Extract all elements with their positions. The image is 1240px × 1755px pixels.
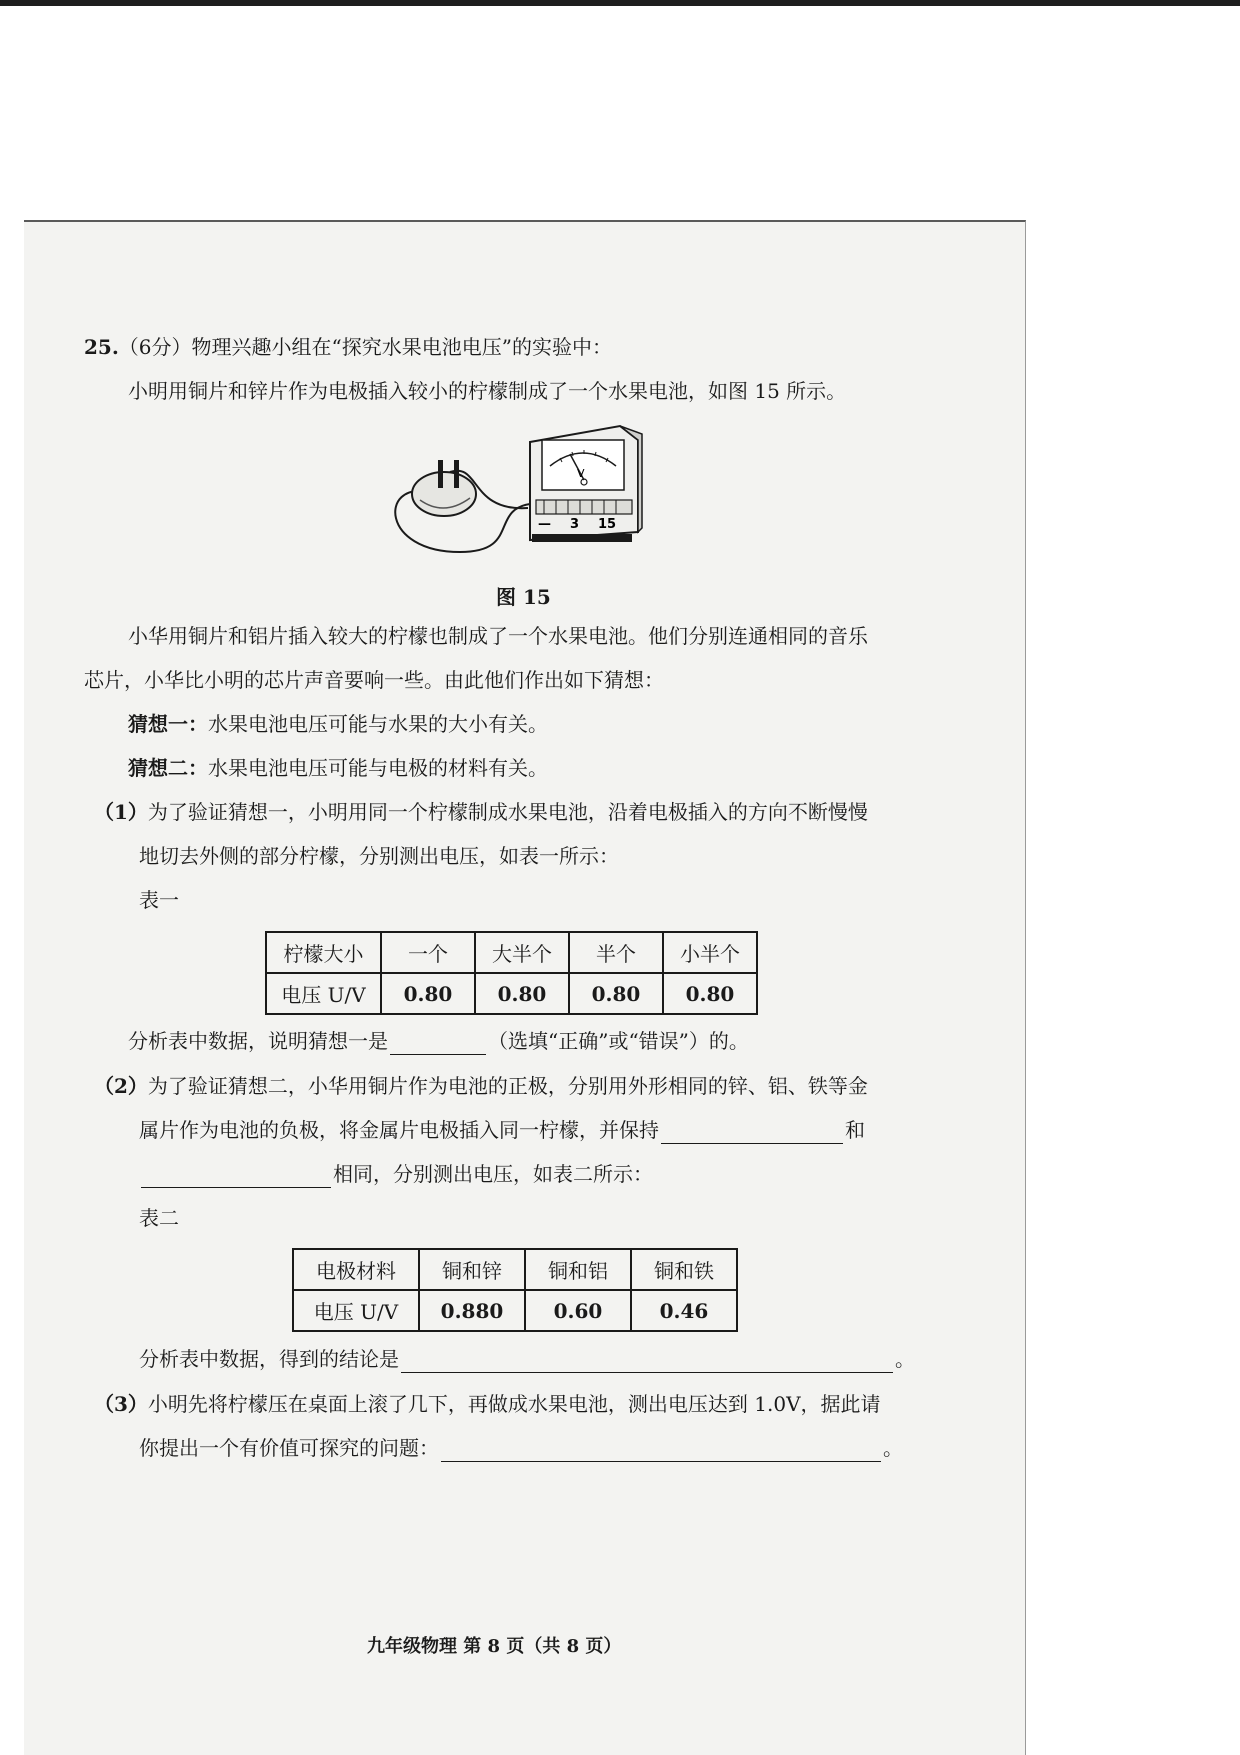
meter-v-label: V	[577, 467, 585, 480]
part-2-analysis	[139, 1345, 915, 1373]
part-2-text-3: 相同，分别测出电压，如表二所示：	[333, 1162, 653, 1186]
paragraph-2-line-2: 芯片，小华比小明的芯片声音要响一些。由此他们作出如下猜想：	[84, 668, 664, 692]
table-1-header-cell: 大半个	[475, 932, 569, 973]
terminal-negative-label: —	[538, 517, 551, 532]
copper-electrode	[438, 460, 443, 488]
voltmeter-dial	[542, 440, 624, 490]
part-2-line-3	[139, 1160, 653, 1188]
table-1-data-row	[266, 973, 757, 1014]
table-1-header-cell: 半个	[569, 932, 663, 973]
table-1-value-cell: 0.80	[663, 973, 757, 1014]
table-1-header-cell: 一个	[381, 932, 475, 973]
table-1-value-cell: 0.80	[475, 973, 569, 1014]
paragraph-2-line-1: 小华用铜片和铝片插入较大的柠檬也制成了一个水果电池。他们分别连通相同的音乐	[128, 624, 868, 648]
figure-caption: 图 15	[496, 585, 551, 609]
table-1-header-cell: 柠檬大小	[266, 932, 381, 973]
zinc-electrode	[454, 460, 459, 488]
part-3-line-2	[139, 1434, 903, 1462]
table-2-row-label: 电压 U/V	[293, 1290, 419, 1331]
paragraph-1: 小明用铜片和锌片作为电极插入较小的柠檬制成了一个水果电池，如图 15 所示。	[128, 379, 847, 403]
part-2-label: （2）	[94, 1074, 148, 1098]
table-1	[265, 931, 758, 1015]
part-1-line-2: 地切去外侧的部分柠檬，分别测出电压，如表一所示：	[139, 844, 619, 868]
part-3-label: （3）	[94, 1392, 148, 1416]
table-2-data-row	[293, 1290, 737, 1331]
guess-2-label: 猜想二：	[128, 756, 208, 780]
part-2-line-1	[94, 1072, 868, 1100]
table-1-value-cell: 0.80	[569, 973, 663, 1014]
table-2-value-cell: 0.880	[419, 1290, 525, 1331]
scan-top-edge	[0, 0, 1240, 6]
part-2-line-2	[139, 1116, 865, 1144]
part-2-analysis-text: 分析表中数据，得到的结论是	[139, 1347, 399, 1371]
terminal-15-label: 15	[598, 517, 617, 532]
guess-1-label: 猜想一：	[128, 712, 208, 736]
guess-2-text: 水果电池电压可能与电极的材料有关。	[208, 756, 548, 780]
table-1-row-label: 电压 U/V	[266, 973, 381, 1014]
table-2-header-cell: 铜和锌	[419, 1249, 525, 1290]
part-3-text-2: 你提出一个有价值可探究的问题：	[139, 1436, 439, 1460]
guess-1-text: 水果电池电压可能与水果的大小有关。	[208, 712, 548, 736]
part-1-analysis-suffix: （选填“正确”或“错误”）的。	[488, 1029, 749, 1053]
table-1-header-cell: 小半个	[663, 932, 757, 973]
part-2-conclusion-blank[interactable]	[401, 1352, 893, 1373]
table-2-header-cell: 电极材料	[293, 1249, 419, 1290]
table-2-title: 表二	[139, 1206, 179, 1230]
table-2-header-cell: 铜和铝	[525, 1249, 631, 1290]
table-2-value-cell: 0.46	[631, 1290, 737, 1331]
part-2-blank-2[interactable]	[141, 1167, 331, 1188]
lemon	[412, 472, 476, 516]
terminal-3-label: 3	[570, 517, 580, 532]
part-1-analysis	[128, 1027, 749, 1055]
part-3-text-1: 小明先将柠檬压在桌面上滚了几下，再做成水果电池，测出电压达到 1.0V，据此请	[147, 1392, 881, 1416]
table-1-title: 表一	[139, 888, 179, 912]
part-1-analysis-text: 分析表中数据，说明猜想一是	[128, 1029, 388, 1053]
table-2-value-cell: 0.60	[525, 1290, 631, 1331]
guess-2	[128, 754, 548, 782]
table-1-value-cell: 0.80	[381, 973, 475, 1014]
guess-1	[128, 710, 548, 738]
table-2-header-cell: 铜和铁	[631, 1249, 737, 1290]
table-1-header-row	[266, 932, 757, 973]
part-3-line-1	[94, 1390, 881, 1418]
part-1-answer-blank[interactable]	[390, 1034, 486, 1055]
part-2-text-2: 属片作为电池的负极，将金属片电极插入同一柠檬，并保持	[139, 1118, 659, 1142]
part-2-and: 和	[845, 1118, 865, 1142]
page-footer: 九年级物理 第 8 页（共 8 页）	[367, 1636, 622, 1657]
question-intro: （6分）物理兴趣小组在“探究水果电池电压”的实验中：	[118, 335, 612, 359]
part-2-text-1: 为了验证猜想二，小华用铜片作为电池的正极，分别用外形相同的锌、铝、铁等金	[147, 1074, 868, 1098]
lemon-battery-figure	[380, 422, 680, 562]
part-1-line-1	[94, 798, 868, 826]
part-3-question-blank[interactable]	[441, 1441, 881, 1462]
question-heading	[84, 333, 612, 361]
table-2-header-row	[293, 1249, 737, 1290]
question-number: 25.	[84, 335, 119, 359]
part-3-suffix: 。	[883, 1436, 903, 1460]
part-2-blank-1[interactable]	[661, 1123, 843, 1144]
part-1-text-1: 为了验证猜想一，小明用同一个柠檬制成水果电池，沿着电极插入的方向不断慢慢	[147, 800, 868, 824]
part-2-analysis-suffix: 。	[895, 1347, 915, 1371]
part-1-label: （1）	[94, 800, 148, 824]
voltmeter-base	[532, 534, 632, 542]
table-2	[292, 1248, 738, 1332]
